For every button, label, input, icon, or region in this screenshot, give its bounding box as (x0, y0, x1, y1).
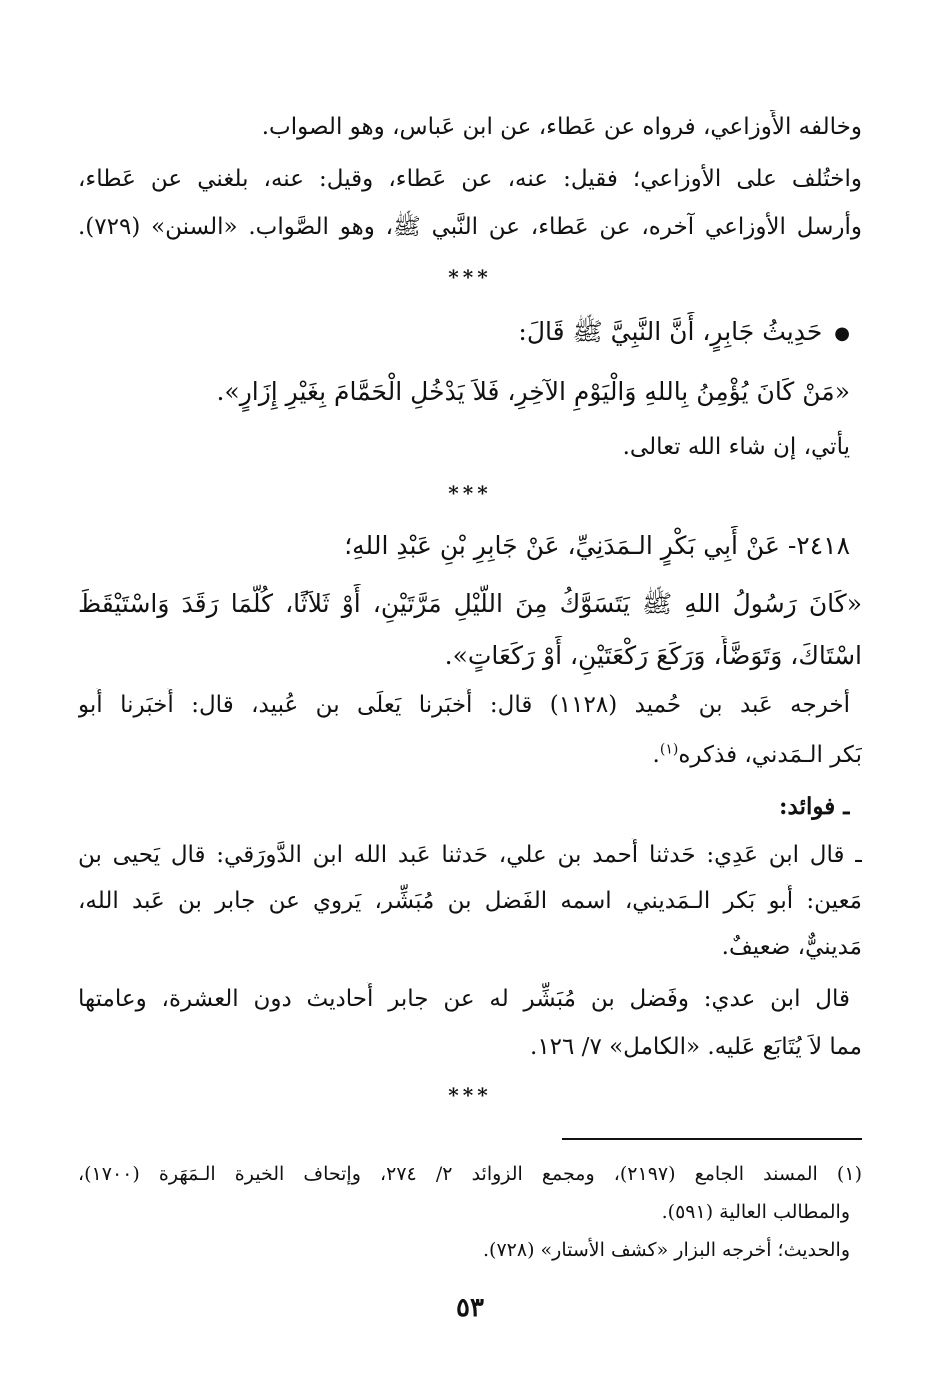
section-separator: *** (448, 265, 492, 289)
paragraph-line: مَعين: أَبو بَكر الـمَديني، اسمه الفَضل بن مُبَشِّر، يَروي عن جابر بن عَبد الله، (78, 888, 862, 914)
hadith-text: «مَنْ كَانَ يُؤْمِنُ بِاللهِ وَالْيَوْمِ الآخِرِ، فَلاَ يَدْخُلِ الْحَمَّامَ بِغَيْرِ إِزَارٍ». (216, 377, 850, 406)
hadith-2418-heading: ٢٤١٨- عَنْ أَبِي بَكْرٍ الـمَدَنِيِّ، عَنْ جَابِرِ بْنِ عَبْدِ اللهِ؛ (344, 531, 850, 560)
footnote-line: والحديث؛ أخرجه البزار «كشف الأستار» (٧٢٨). (483, 1239, 850, 1261)
hadith-heading (78, 312, 850, 354)
section-separator: *** (448, 481, 492, 505)
hadith-heading-text: حَدِيثُ جَابِرٍ، أَنَّ النَّبِيَّ ﷺ قَالَ: (518, 317, 823, 346)
bullet-icon: ● (834, 322, 850, 344)
paragraph-line: يأتي، إن شاء الله تعالى. (622, 434, 850, 460)
hadith-2418-text: «كَانَ رَسُولُ اللهِ ﷺ يَتَسَوَّكُ مِنَ اللَّيْلِ مَرَّتَيْنِ، أَوْ ثَلاَثًا، كُلَّمَا رَقَدَ وَاسْتَيْقَظَ (78, 589, 862, 618)
page-number: ٥٣ (456, 1293, 484, 1323)
fawaid-heading: ـ فوائد: (779, 793, 850, 820)
paragraph-line: واختُلف على الأوزاعي؛ فقيل: عنه، عن عَطاء، وقيل: عنه، بلغني عن عَطاء، (78, 166, 862, 192)
paragraph-line: قال ابن عدي: وفَضل بن مُبَشِّر له عن جابر أَحاديث دون العشرة، وعامتها (78, 986, 850, 1012)
takhrij-end: . (652, 742, 660, 768)
footnote-divider (562, 1138, 862, 1140)
paragraph-line: أخرجه عَبد بن حُميد (١١٢٨) قال: أَخبَرنا يَعلَى بن عُبيد، قال: أَخبَرنا أَبو (78, 692, 850, 718)
hadith-2418-text: اسْتَاكَ، وَتَوَضَّأَ، وَرَكَعَ رَكْعَتَيْنِ، أَوْ رَكَعَاتٍ». (444, 641, 862, 670)
footnote-line: والمطالب العالية (٥٩١). (661, 1201, 850, 1223)
paragraph-line: مما لاَ يُتَابَع عَليه. «الكامل» ٧/ ١٢٦. (530, 1034, 862, 1060)
paragraph-line (78, 738, 862, 774)
paragraph-line: وخالفه الأَوزاعي، فرواه عن عَطاء، عن ابن عَباس، وهو الصواب. (261, 114, 862, 140)
footnote-reference: (١) (659, 741, 679, 758)
paragraph-line: ـ قال ابن عَدِي: حَدثنا أَحمد بن علي، حَدثنا عَبد الله ابن الدَّورَقي: قال يَحيى بن (78, 842, 862, 868)
section-separator: *** (448, 1083, 492, 1107)
footnote-line: (١) المسند الجامع (٢١٩٧)، ومجمع الزوائد ٢/ ٢٧٤، وإتحاف الخيرة الـمَهَرة (١٧٠٠)، (78, 1163, 862, 1185)
paragraph-line: مَدينيٌّ، ضعيفٌ. (721, 934, 862, 960)
takhrij-text: بَكر الـمَدني، فذكره (678, 742, 862, 768)
paragraph-line: وأرسل الأوزاعي آخره، عن عَطاء، عن النَّبي ﷺ، وهو الصَّواب. «السنن» (٧٢٩). (78, 214, 862, 240)
